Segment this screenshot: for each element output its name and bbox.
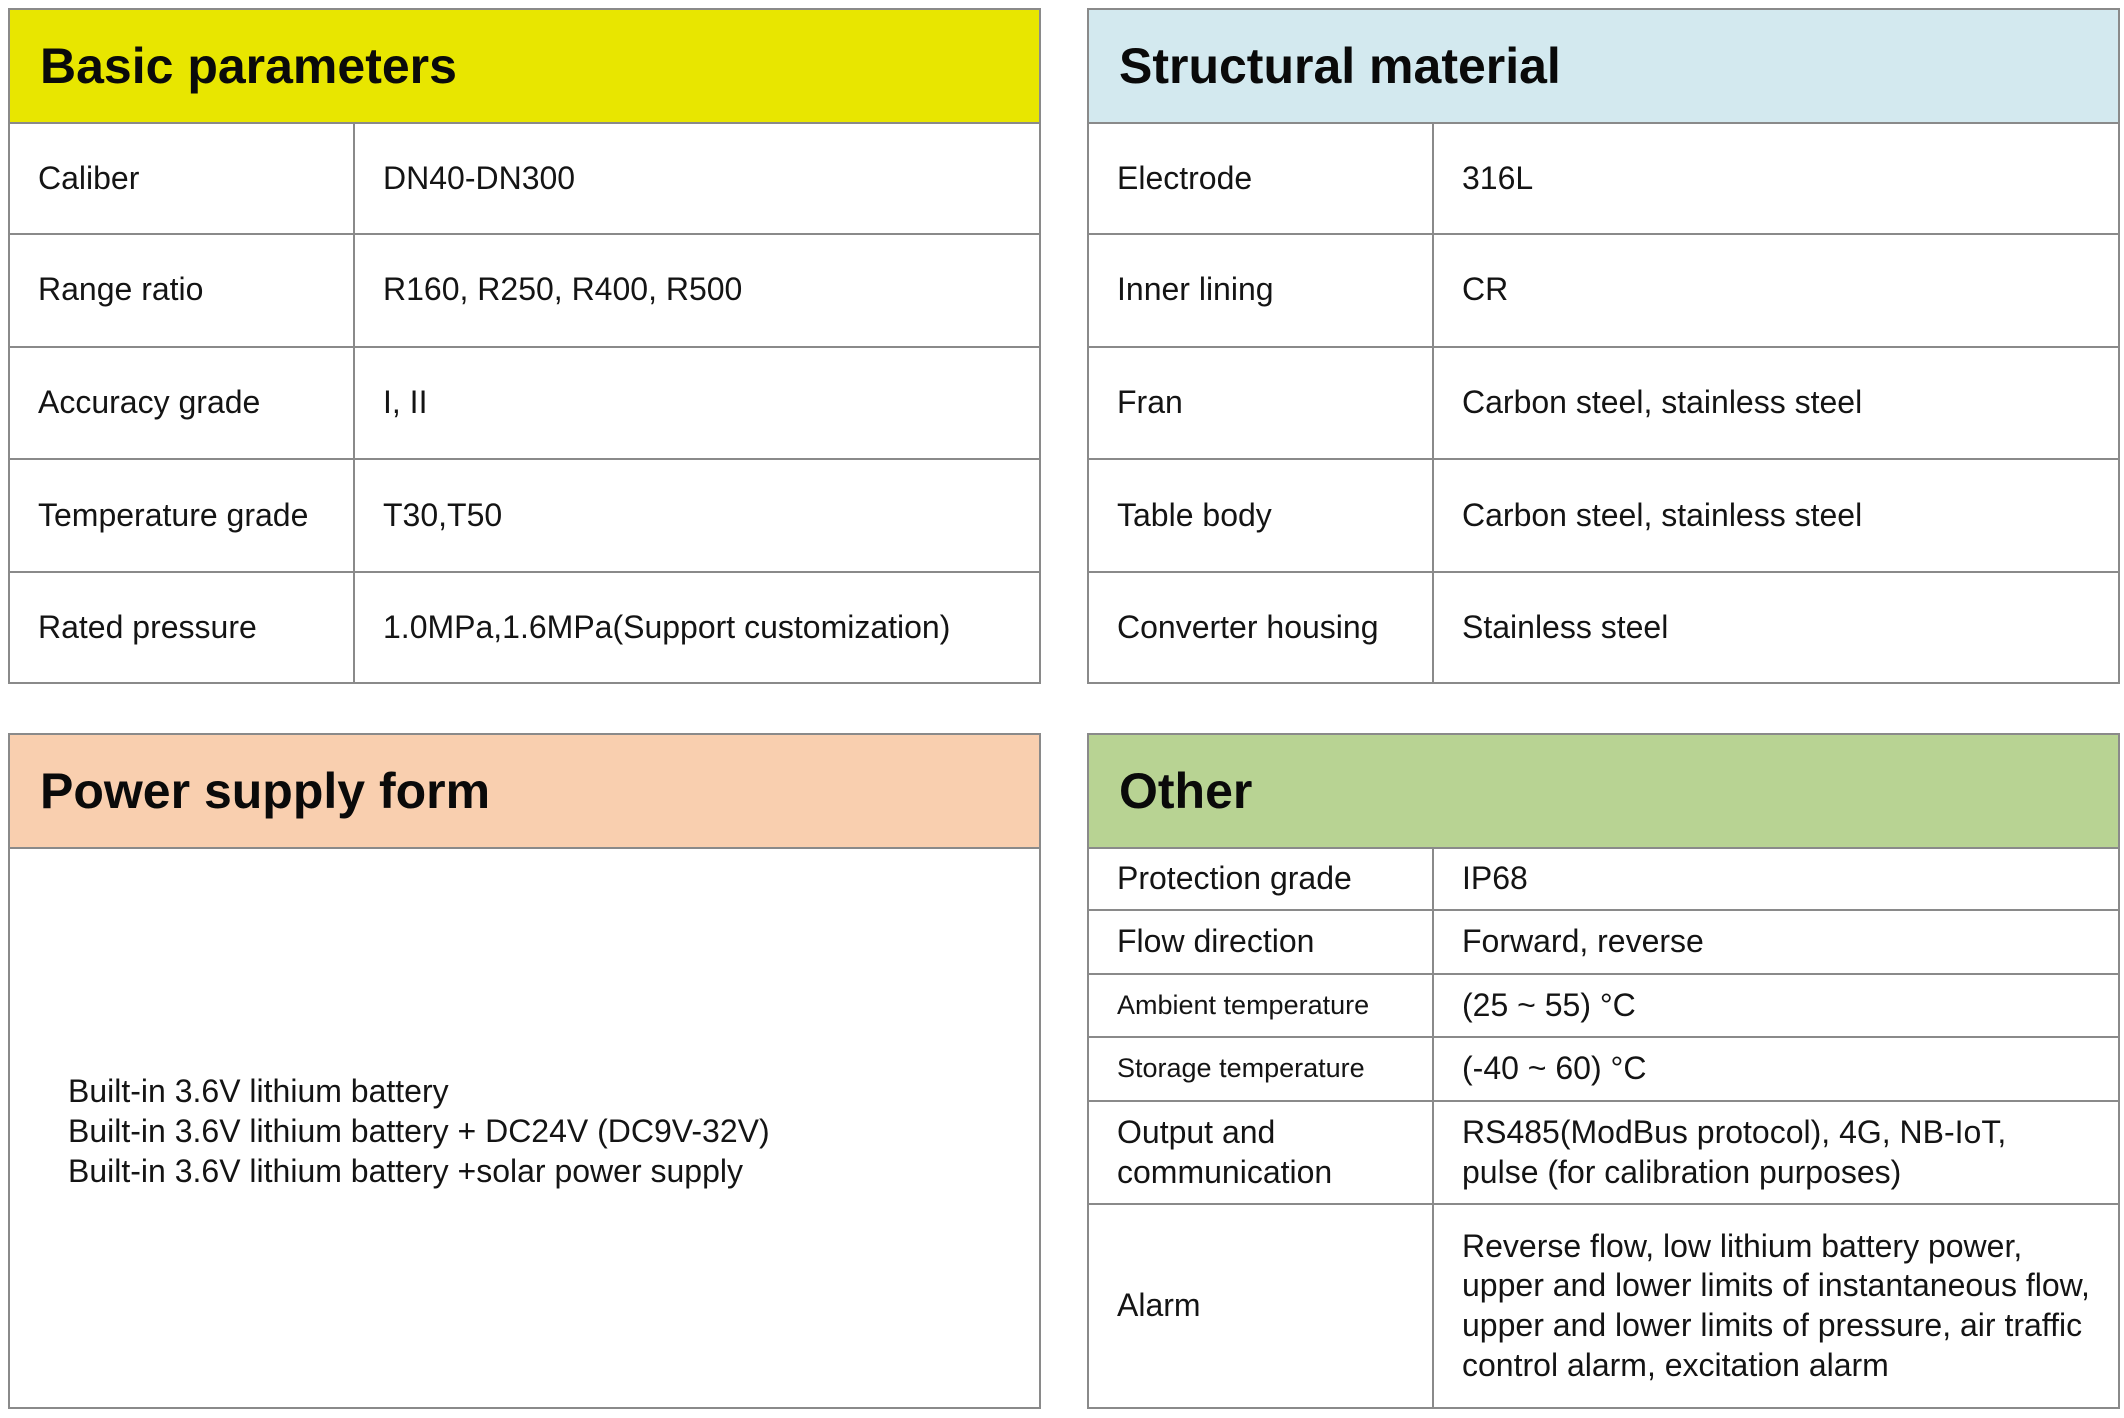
table-row [1089,1204,2118,1407]
table-row [10,347,1039,460]
spec-key: Output and communication [1089,1101,1433,1204]
power-supply-option: Built-in 3.6V lithium battery +solar power supply [68,1153,743,1189]
spec-key: Table body [1089,459,1433,572]
spec-value: I, II [354,347,1039,460]
spec-key: Converter housing [1089,572,1433,682]
spec-key: Accuracy grade [10,347,354,460]
structural-material-panel [1087,8,2120,684]
other-table [1089,849,2118,1407]
table-row [1089,910,2118,974]
power-supply-option: Built-in 3.6V lithium battery [68,1073,449,1109]
power-supply-header: Power supply form [10,735,1039,849]
spec-key: Storage temperature [1089,1037,1433,1101]
spec-key: Fran [1089,347,1433,460]
basic-parameters-table [10,124,1039,682]
table-row [10,572,1039,682]
spec-value: IP68 [1462,860,1528,897]
structural-material-header: Structural material [1089,10,2118,124]
other-body [1089,849,2118,1407]
spec-value: Reverse flow, low lithium battery power, upper and lower limits of instantaneous flow, upper and lower limits of pressure, air traffic control alarm, excitation alarm [1433,1204,2118,1407]
table-row [10,459,1039,572]
spec-value: RS485(ModBus protocol), 4G, NB-IoT, pulse (for calibration purposes) [1433,1101,2118,1204]
spec-value: Carbon steel, stainless steel [1433,459,2118,572]
table-row [1089,459,2118,572]
table-row [1089,124,2118,234]
table-row [1089,974,2118,1037]
spec-key: Range ratio [10,234,354,347]
spec-key: Caliber [10,124,354,234]
spec-value: T30,T50 [354,459,1039,572]
spec-key: Rated pressure [10,572,354,682]
power-supply-panel [8,733,1041,1409]
spec-value: (-40 ~ 60) °C [1433,1037,2118,1101]
basic-parameters-header: Basic parameters [10,10,1039,124]
other-header: Other [1089,735,2118,849]
table-row [10,124,1039,234]
spec-key: Inner lining [1089,234,1433,347]
table-row [1089,1037,2118,1101]
table-row [1089,234,2118,347]
spec-value: Stainless steel [1433,572,2118,682]
spec-value: (25 ~ 55) °C [1433,974,2118,1037]
spec-value: DN40-DN300 [383,159,576,196]
power-supply-body [10,849,1039,1407]
spec-value: CR [1433,234,2118,347]
spec-value: 316L [1462,159,1534,196]
spec-key: Temperature grade [10,459,354,572]
structural-material-body [1089,124,2118,682]
spec-key: Alarm [1089,1204,1433,1407]
spec-value: 1.0MPa,1.6MPa(Support customization) [354,572,1039,682]
power-supply-list [68,1071,770,1191]
table-row [1089,572,2118,682]
spec-key: Ambient temperature [1089,974,1433,1037]
table-row [1089,1101,2118,1204]
spec-value: Carbon steel, stainless steel [1433,347,2118,460]
spec-key: Protection grade [1089,849,1433,910]
spec-value: Forward, reverse [1433,910,2118,974]
basic-parameters-panel [8,8,1041,684]
power-supply-option: Built-in 3.6V lithium battery + DC24V (DC9V-32V) [68,1113,770,1149]
table-row [10,234,1039,347]
basic-parameters-body [10,124,1039,682]
table-row [1089,347,2118,460]
spec-key: Electrode [1089,124,1433,234]
structural-material-table [1089,124,2118,682]
other-panel [1087,733,2120,1409]
table-row [1089,849,2118,910]
spec-value: R160, R250, R400, R500 [354,234,1039,347]
spec-key: Flow direction [1089,910,1433,974]
